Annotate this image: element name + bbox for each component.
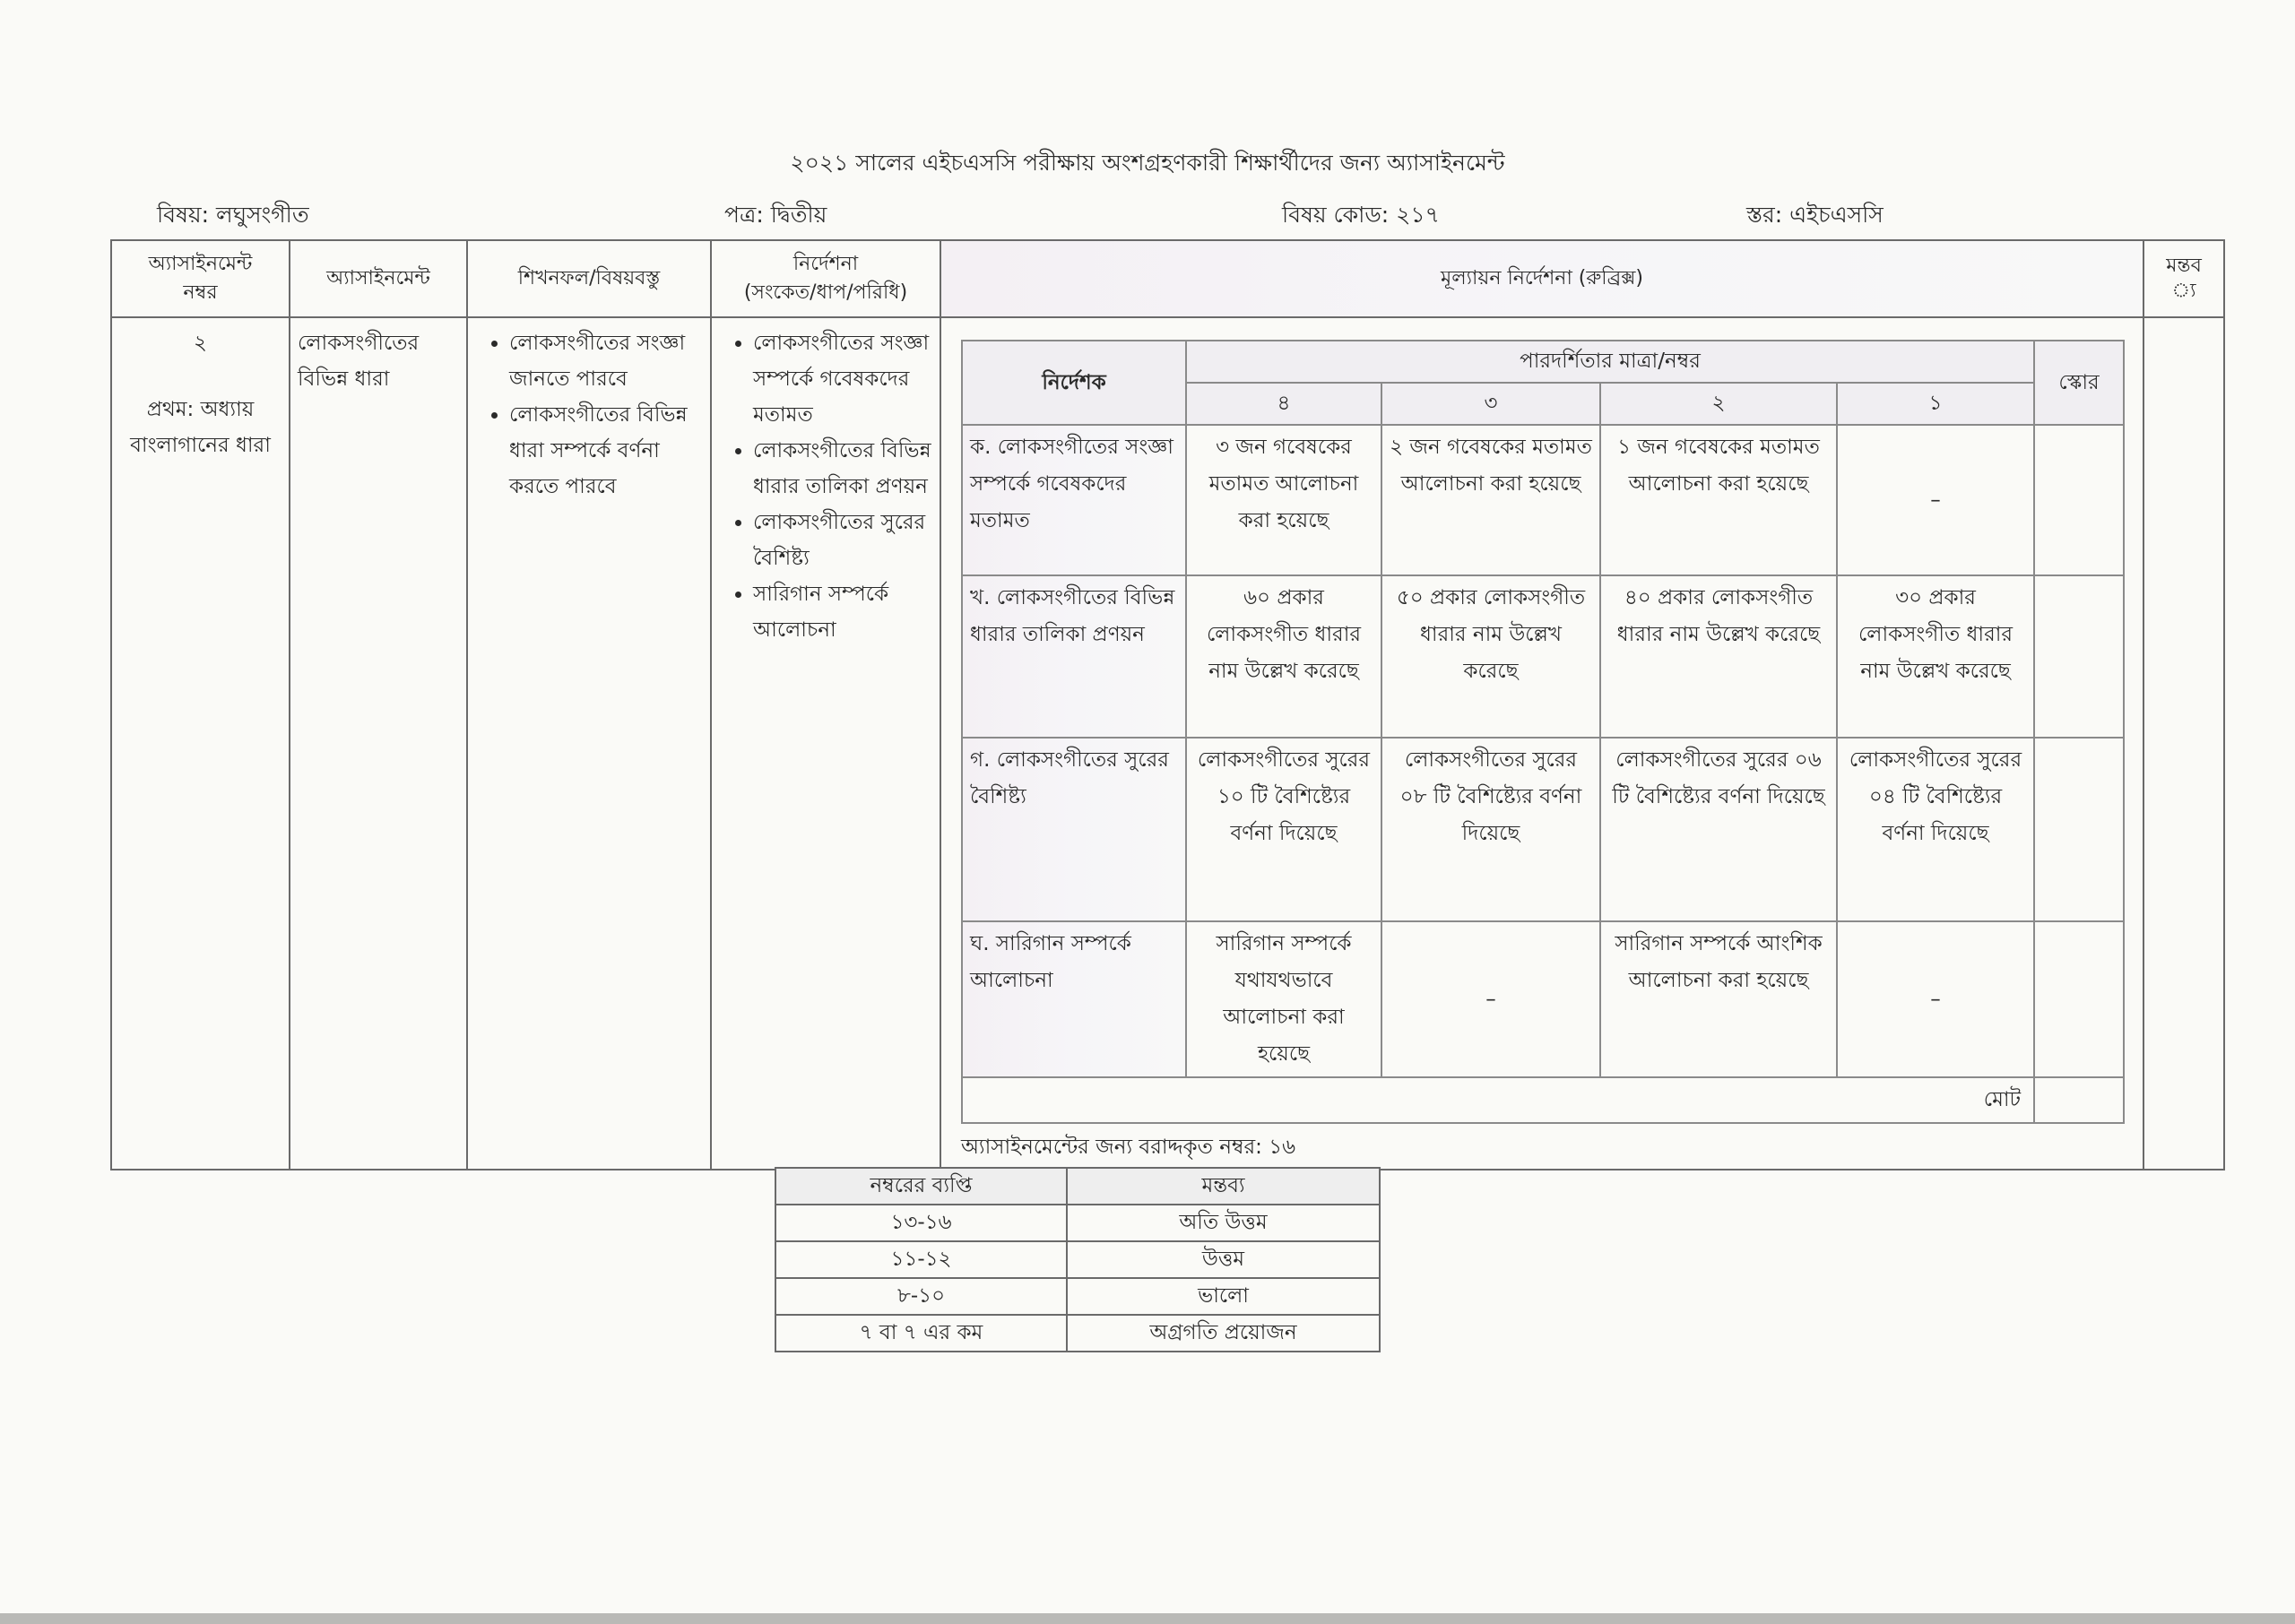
rubric-total-label: মোট bbox=[962, 1077, 2034, 1123]
rubric-score-cell bbox=[2034, 575, 2124, 738]
rubric-cell bbox=[940, 317, 2143, 1170]
header-guidelines: নির্দেশনা (সংকেত/ধাপ/পরিধি) bbox=[711, 240, 940, 317]
assignment-number: ২ bbox=[194, 332, 207, 355]
rubric-level-cell: ৬০ প্রকার লোকসংগীত ধারার নাম উল্লেখ করেছে bbox=[1186, 575, 1381, 738]
grade-remark: অতি উত্তম bbox=[1067, 1205, 1380, 1241]
rubric-indicator: গ. লোকসংগীতের সুরের বৈশিষ্ট্য bbox=[962, 738, 1186, 921]
rubric-table bbox=[961, 340, 2125, 1124]
header-learning-outcome: শিখনফল/বিষয়বস্তু bbox=[467, 240, 711, 317]
guide-item: • লোকসংগীতের বিভিন্ন ধারার তালিকা প্রণয়ন bbox=[753, 433, 932, 505]
rubric-level-cell: লোকসংগীতের সুরের ০৬ টি বৈশিষ্ট্যের বর্ণনা দিয়েছে bbox=[1600, 738, 1837, 921]
grade-table bbox=[775, 1167, 1381, 1352]
guide-item: • সারিগান সম্পর্কে আলোচনা bbox=[753, 576, 932, 648]
page-bottom-edge bbox=[0, 1613, 2295, 1624]
rubric-level-header: পারদর্শিতার মাত্রা/নম্বর bbox=[1186, 341, 2034, 383]
grade-row bbox=[775, 1315, 1380, 1352]
rubric-score-cell bbox=[2034, 738, 2124, 921]
rubric-level-cell: ২ জন গবেষকের মতামত আলোচনা করা হয়েছে bbox=[1381, 425, 1600, 575]
rubric-row bbox=[962, 575, 2124, 738]
rubric-row bbox=[962, 738, 2124, 921]
chapter-label: প্রথম: অধ্যায় bbox=[146, 398, 255, 421]
rubric-level-cell: – bbox=[1837, 921, 2034, 1077]
grade-row bbox=[775, 1241, 1380, 1278]
grade-remark-header: মন্তব্য bbox=[1067, 1168, 1380, 1205]
allocated-marks: অ্যাসাইনমেন্টের জন্য বরাদ্দকৃত নম্বর: ১৬ bbox=[961, 1136, 1296, 1159]
rubric-level-cell: ৩ জন গবেষকের মতামত আলোচনা করা হয়েছে bbox=[1186, 425, 1381, 575]
rubric-level-cell: লোকসংগীতের সুরের ০৪ টি বৈশিষ্ট্যের বর্ণনা দিয়েছে bbox=[1837, 738, 2034, 921]
rubric-score-header: স্কোর bbox=[2034, 341, 2124, 425]
rubric-total-score bbox=[2034, 1077, 2124, 1123]
outcome-item: • লোকসংগীতের বিভিন্ন ধারা সম্পর্কে বর্ণনা করতে পারবে bbox=[509, 397, 703, 505]
remarks-cell bbox=[2143, 317, 2224, 1170]
assignment-number-cell bbox=[111, 317, 290, 1170]
rubric-indicator: ঘ. সারিগান সম্পর্কে আলোচনা bbox=[962, 921, 1186, 1077]
grade-remark: অগ্রগতি প্রয়োজন bbox=[1067, 1315, 1380, 1352]
subject-label: বিষয়: লঘুসংগীত bbox=[157, 202, 309, 228]
assignment-title: লোকসংগীতের বিভিন্ন ধারা bbox=[298, 332, 420, 391]
grade-range-header: নম্বরের ব্যপ্তি bbox=[775, 1168, 1067, 1205]
chapter-name: বাংলাগানের ধারা bbox=[130, 434, 271, 457]
paper-label: পত্র: দ্বিতীয় bbox=[724, 202, 827, 228]
rubric-level-2: ২ bbox=[1600, 383, 1837, 425]
rubric-row bbox=[962, 921, 2124, 1077]
grade-remark: ভালো bbox=[1067, 1278, 1380, 1315]
rubric-level-4: ৪ bbox=[1186, 383, 1381, 425]
grade-row bbox=[775, 1278, 1380, 1315]
rubric-level-cell: – bbox=[1381, 921, 1600, 1077]
grade-row bbox=[775, 1205, 1380, 1241]
rubric-level-3: ৩ bbox=[1381, 383, 1600, 425]
outcome-item: • লোকসংগীতের সংজ্ঞা জানতে পারবে bbox=[509, 325, 703, 397]
assignment-title-cell bbox=[290, 317, 467, 1170]
rubric-level-cell: ৫০ প্রকার লোকসংগীত ধারার নাম উল্লেখ করেছে bbox=[1381, 575, 1600, 738]
rubric-level-cell: সারিগান সম্পর্কে যথাযথভাবে আলোচনা করা হয়েছে bbox=[1186, 921, 1381, 1077]
rubric-indicator: খ. লোকসংগীতের বিভিন্ন ধারার তালিকা প্রণয়ন bbox=[962, 575, 1186, 738]
rubric-indicator: ক. লোকসংগীতের সংজ্ঞা সম্পর্কে গবেষকদের মতামত bbox=[962, 425, 1186, 575]
level-label: স্তর: এইচএসসি bbox=[1746, 202, 1884, 228]
rubric-level-1: ১ bbox=[1837, 383, 2034, 425]
rubric-indicator-header: নির্দেশক bbox=[962, 341, 1186, 425]
grade-remark: উত্তম bbox=[1067, 1241, 1380, 1278]
rubric-level-cell: লোকসংগীতের সুরের ০৮ টি বৈশিষ্ট্যের বর্ণনা দিয়েছে bbox=[1381, 738, 1600, 921]
rubric-level-cell: ৩০ প্রকার লোকসংগীত ধারার নাম উল্লেখ করেছে bbox=[1837, 575, 2034, 738]
header-evaluation-rubric: মূল্যায়ন নির্দেশনা (রুব্রিক্স) bbox=[940, 240, 2143, 317]
assignment-table bbox=[110, 239, 2225, 1170]
guide-item: • লোকসংগীতের সংজ্ঞা সম্পর্কে গবেষকদের মতামত bbox=[753, 325, 932, 433]
learning-outcomes-cell bbox=[467, 317, 711, 1170]
grade-range: ১৩-১৬ bbox=[775, 1205, 1067, 1241]
rubric-level-cell: ১ জন গবেষকের মতামত আলোচনা করা হয়েছে bbox=[1600, 425, 1837, 575]
header-assignment: অ্যাসাইনমেন্ট bbox=[290, 240, 467, 317]
rubric-row bbox=[962, 425, 2124, 575]
rubric-score-cell bbox=[2034, 921, 2124, 1077]
header-remarks: মন্তব ্য bbox=[2143, 240, 2224, 317]
guide-item: • লোকসংগীতের সুরের বৈশিষ্ট্য bbox=[753, 505, 932, 576]
subject-code-label: বিষয় কোড: ২১৭ bbox=[1282, 202, 1440, 228]
guidelines-cell bbox=[711, 317, 940, 1170]
page-title: ২০২১ সালের এইচএসসি পরীক্ষায় অংশগ্রহণকারী শিক্ষার্থীদের জন্য অ্যাসাইনমেন্ট bbox=[790, 150, 1505, 176]
rubric-level-cell: লোকসংগীতের সুরের ১০ টি বৈশিষ্ট্যের বর্ণনা দিয়েছে bbox=[1186, 738, 1381, 921]
header-assignment-number: অ্যাসাইনমেন্ট নম্বর bbox=[111, 240, 290, 317]
grade-range: ৭ বা ৭ এর কম bbox=[775, 1315, 1067, 1352]
rubric-score-cell bbox=[2034, 425, 2124, 575]
grade-range: ১১-১২ bbox=[775, 1241, 1067, 1278]
rubric-level-cell: সারিগান সম্পর্কে আংশিক আলোচনা করা হয়েছে bbox=[1600, 921, 1837, 1077]
grade-range: ৮-১০ bbox=[775, 1278, 1067, 1315]
rubric-level-cell: – bbox=[1837, 425, 2034, 575]
rubric-level-cell: ৪০ প্রকার লোকসংগীত ধারার নাম উল্লেখ করেছে bbox=[1600, 575, 1837, 738]
